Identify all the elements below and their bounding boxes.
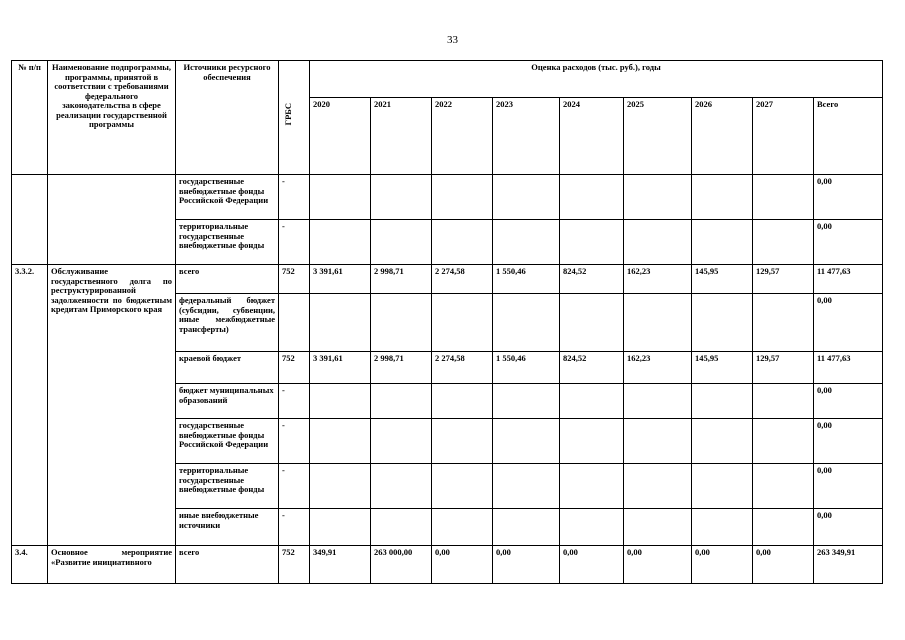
row-value	[692, 220, 753, 265]
table-row	[12, 265, 883, 294]
table-row	[12, 175, 883, 220]
row-value	[310, 419, 371, 464]
row-value: 162,23	[624, 352, 692, 384]
row-source: государственные внебюджетные фонды Российской Федерации	[176, 419, 279, 464]
row-value	[624, 294, 692, 352]
row-value: 2 274,58	[432, 265, 493, 294]
row-value	[624, 509, 692, 546]
page-number: 33	[447, 34, 458, 46]
row-value	[624, 464, 692, 509]
row-value: 0,00	[692, 546, 753, 584]
row-value	[493, 220, 560, 265]
row-total: 0,00	[814, 175, 883, 220]
row-value	[624, 384, 692, 419]
row-total: 0,00	[814, 464, 883, 509]
row-value	[753, 464, 814, 509]
row-source: краевой бюджет	[176, 352, 279, 384]
header-year: 2020	[310, 98, 371, 175]
row-name	[48, 175, 176, 220]
row-value	[310, 175, 371, 220]
row-value	[310, 220, 371, 265]
row-value	[371, 464, 432, 509]
row-name: Основное мероприятие «Развитие инициативного	[48, 546, 176, 584]
row-value	[493, 509, 560, 546]
row-value: 824,52	[560, 265, 624, 294]
row-no: 3.4.	[12, 546, 48, 584]
row-value	[310, 509, 371, 546]
row-source: государственные внебюджетные фонды Российской Федерации	[176, 175, 279, 220]
row-value: 2 998,71	[371, 352, 432, 384]
row-value	[371, 419, 432, 464]
row-value	[624, 220, 692, 265]
row-value: 3 391,61	[310, 265, 371, 294]
row-value: 0,00	[560, 546, 624, 584]
row-no	[12, 175, 48, 220]
row-grbs: -	[279, 419, 310, 464]
header-estimate: Оценка расходов (тыс. руб.), годы	[310, 61, 883, 98]
row-value: 162,23	[624, 265, 692, 294]
row-value	[753, 509, 814, 546]
row-source: федеральный бюджет (субсидии, субвенции, иные межбюджетные трансферты)	[176, 294, 279, 352]
row-value: 145,95	[692, 352, 753, 384]
row-total: 0,00	[814, 220, 883, 265]
row-total: 0,00	[814, 419, 883, 464]
row-value	[560, 175, 624, 220]
row-value: 263 000,00	[371, 546, 432, 584]
header-year: 2022	[432, 98, 493, 175]
header-no: № п/п	[12, 61, 48, 175]
row-value	[371, 294, 432, 352]
budget-table	[11, 60, 883, 584]
row-value	[753, 419, 814, 464]
row-grbs: 752	[279, 352, 310, 384]
header-name: Наименование подпрограммы, программы, принятой в соответствии с требованиями федерального законодательства в сфере реализации государственной программы	[48, 61, 176, 175]
row-grbs: -	[279, 384, 310, 419]
row-value	[692, 294, 753, 352]
row-grbs: -	[279, 509, 310, 546]
row-value	[560, 464, 624, 509]
row-value: 2 998,71	[371, 265, 432, 294]
row-value: 0,00	[432, 546, 493, 584]
row-grbs: 752	[279, 546, 310, 584]
row-grbs: -	[279, 175, 310, 220]
row-value	[624, 419, 692, 464]
header-grbs-cell	[279, 61, 310, 175]
row-value	[692, 175, 753, 220]
header-year: 2025	[624, 98, 692, 175]
header-year: 2021	[371, 98, 432, 175]
row-total: 0,00	[814, 294, 883, 352]
row-value	[692, 419, 753, 464]
row-value: 129,57	[753, 265, 814, 294]
row-total: 11 477,63	[814, 352, 883, 384]
header-year: 2023	[493, 98, 560, 175]
row-grbs: -	[279, 220, 310, 265]
row-value	[560, 384, 624, 419]
row-value	[753, 175, 814, 220]
row-value	[432, 509, 493, 546]
header-year: 2024	[560, 98, 624, 175]
row-value	[560, 509, 624, 546]
header-row-top	[12, 61, 883, 98]
header-year: 2026	[692, 98, 753, 175]
row-value: 1 550,46	[493, 352, 560, 384]
row-value	[493, 384, 560, 419]
row-total: 0,00	[814, 509, 883, 546]
row-no	[12, 220, 48, 265]
row-source: всего	[176, 546, 279, 584]
header-total: Всего	[814, 98, 883, 175]
row-value	[493, 464, 560, 509]
row-value	[753, 220, 814, 265]
row-value: 349,91	[310, 546, 371, 584]
row-grbs: 752	[279, 265, 310, 294]
row-value	[493, 175, 560, 220]
row-value: 2 274,58	[432, 352, 493, 384]
row-name	[48, 220, 176, 265]
row-value	[432, 464, 493, 509]
table-row	[12, 220, 883, 265]
row-total: 263 349,91	[814, 546, 883, 584]
row-source: территориальные государственные внебюджетные фонды	[176, 464, 279, 509]
row-value	[432, 175, 493, 220]
header-year: 2027	[753, 98, 814, 175]
row-value	[432, 294, 493, 352]
row-value	[624, 175, 692, 220]
row-value: 0,00	[753, 546, 814, 584]
row-source: бюджет муниципальных образований	[176, 384, 279, 419]
row-value	[692, 509, 753, 546]
row-value	[493, 294, 560, 352]
row-grbs	[279, 294, 310, 352]
row-value: 3 391,61	[310, 352, 371, 384]
row-no: 3.3.2.	[12, 265, 48, 546]
row-total: 0,00	[814, 384, 883, 419]
row-value	[493, 419, 560, 464]
row-value	[371, 384, 432, 419]
row-value	[371, 220, 432, 265]
row-source: всего	[176, 265, 279, 294]
row-value	[692, 464, 753, 509]
row-value	[753, 294, 814, 352]
header-grbs: ГРБС	[283, 103, 293, 126]
row-source: территориальные государственные внебюджетные фонды	[176, 220, 279, 265]
row-value: 1 550,46	[493, 265, 560, 294]
row-value	[560, 294, 624, 352]
row-value: 0,00	[493, 546, 560, 584]
table-row	[12, 546, 883, 584]
row-value: 824,52	[560, 352, 624, 384]
row-value	[432, 384, 493, 419]
row-value	[692, 384, 753, 419]
row-value	[753, 384, 814, 419]
row-value	[560, 419, 624, 464]
row-source: иные внебюджетные источники	[176, 509, 279, 546]
row-grbs: -	[279, 464, 310, 509]
row-value: 129,57	[753, 352, 814, 384]
row-value	[371, 509, 432, 546]
row-value	[310, 294, 371, 352]
row-value	[310, 464, 371, 509]
row-value	[432, 419, 493, 464]
row-value	[432, 220, 493, 265]
row-name: Обслуживание государственного долга по реструктурированной задолженности по бюджетным кредитам Приморского края	[48, 265, 176, 546]
row-value	[371, 175, 432, 220]
row-value	[310, 384, 371, 419]
row-value: 145,95	[692, 265, 753, 294]
row-value: 0,00	[624, 546, 692, 584]
row-value	[560, 220, 624, 265]
header-source: Источники ресурсного обеспечения	[176, 61, 279, 175]
row-total: 11 477,63	[814, 265, 883, 294]
